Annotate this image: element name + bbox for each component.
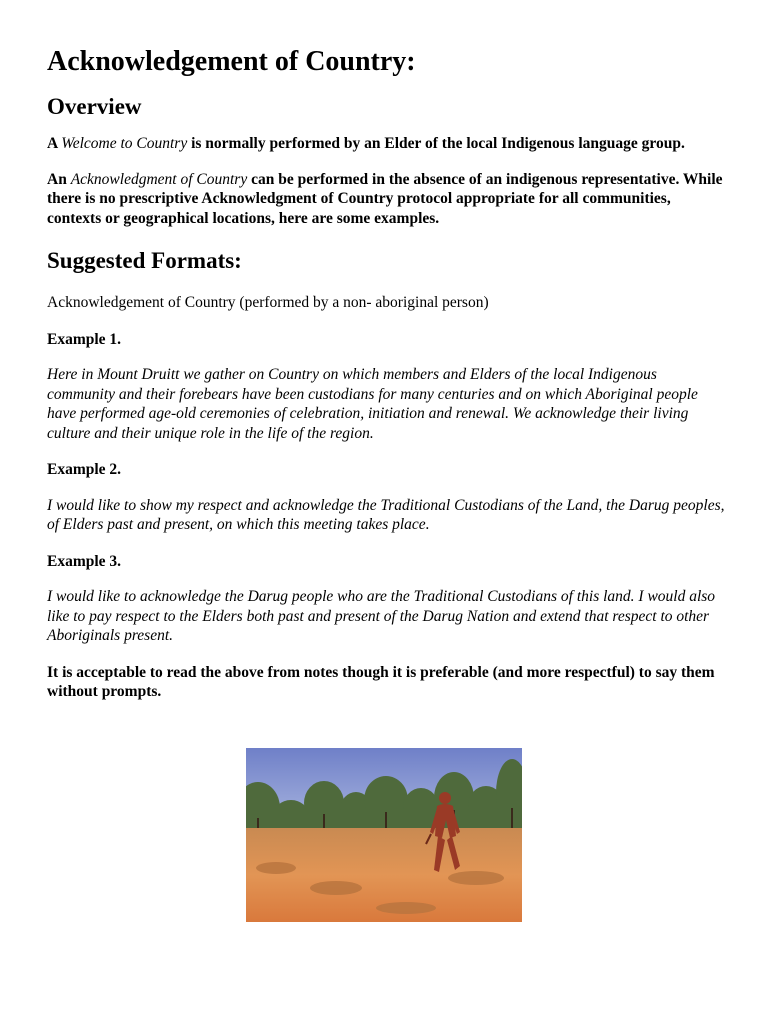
example-2-label: Example 2. — [47, 461, 122, 478]
acknowledgment-term: Acknowledgment of Country — [70, 170, 248, 188]
closing-note: It is acceptable to read the above from notes though it is preferable (and more respectful) to say them without prompts. — [47, 663, 715, 700]
overview-heading: Overview — [47, 94, 142, 119]
document-title: Acknowledgement of Country: — [47, 46, 416, 77]
overview-paragraph-1-pre: A — [47, 135, 62, 152]
formats-intro: Acknowledgement of Country (performed by a non- aboriginal person) — [47, 294, 489, 311]
example-1-label: Example 1. — [47, 330, 122, 348]
overview-paragraph-1 — [47, 134, 727, 154]
outback-photo-illustration — [246, 748, 522, 922]
document-page — [47, 40, 727, 702]
example-1-text: Here in Mount Druitt we gather on Country on which members and Elders of the local Indigenous community and their forebears have been custodians for many centuries and on which Aboriginal people have performed age-old ceremonies of celebration, initiation and renewal. We acknowledge their living culture and their unique role in the life of the region. — [47, 366, 698, 442]
outback-photo — [246, 748, 522, 922]
example-3-label: Example 3. — [47, 552, 122, 570]
overview-paragraph-2-pre: An — [47, 170, 71, 188]
example-3-text: I would like to acknowledge the Darug people who are the Traditional Custodians of this land. I would also like to pay respect to the Elders both past and present of the Darug Nation and extend that respect to other Aboriginals present. — [47, 588, 716, 644]
overview-paragraph-2 — [47, 170, 727, 229]
overview-paragraph-1-post: is normally performed by an Elder of the local Indigenous language group. — [187, 135, 685, 152]
overview-paragraph-2-post: can be performed in the absence of an indigenous representative. While there is no prescriptive Acknowledgment of Country protocol appropriate for all communities, contexts or geographical locations, here are some examples. — [47, 170, 723, 227]
welcome-to-country-term: Welcome to Country — [61, 135, 188, 152]
example-2-text: I would like to show my respect and acknowledge the Traditional Custodians of the Land, the Darug peoples, of Elders past and present, on which this meeting takes place. — [47, 496, 725, 533]
suggested-formats-heading: Suggested Formats: — [47, 248, 242, 273]
